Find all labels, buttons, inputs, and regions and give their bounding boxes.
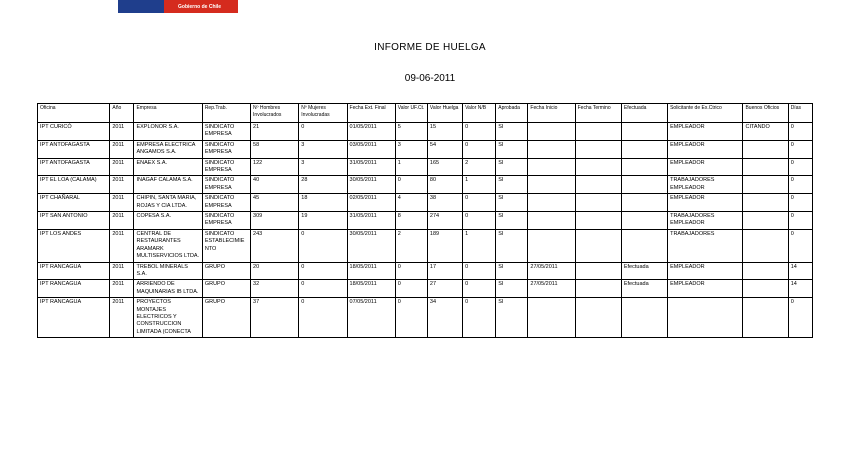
table-cell: 17 (427, 262, 462, 280)
table-cell: CHIPIN, SANTA MARIA, ROJAS Y CIA LTDA. (134, 194, 202, 212)
table-cell: TRABAJADORES EMPLEADOR (668, 212, 743, 230)
table-cell: 2011 (110, 229, 134, 262)
table-cell (575, 176, 621, 194)
table-cell: 0 (299, 262, 347, 280)
table-cell: 1 (463, 176, 496, 194)
table-cell: SI (496, 262, 528, 280)
table-cell: EMPLEADOR (668, 140, 743, 158)
column-header: Año (110, 104, 134, 123)
column-header: Días (788, 104, 812, 123)
table-cell (528, 212, 575, 230)
column-header: Valor N/B (463, 104, 496, 123)
table-cell: 2011 (110, 262, 134, 280)
table-cell: 18/05/2011 (347, 262, 395, 280)
table-cell: 0 (788, 176, 812, 194)
report-title: INFORME DE HUELGA (374, 42, 486, 53)
table-cell: 274 (427, 212, 462, 230)
table-cell: 2 (463, 158, 496, 176)
table-cell (528, 123, 575, 141)
table-cell: GRUPO (202, 262, 250, 280)
table-cell: EMPRESA ELECTRICA ANGAMOS S.A. (134, 140, 202, 158)
table-cell (621, 140, 667, 158)
table-cell: SI (496, 158, 528, 176)
table-cell: 0 (299, 280, 347, 298)
table-cell: 21 (251, 123, 299, 141)
table-cell: 31/05/2011 (347, 212, 395, 230)
table-cell: 19 (299, 212, 347, 230)
table-cell: 32 (251, 280, 299, 298)
table-cell: 2 (395, 229, 427, 262)
table-row (38, 229, 813, 262)
table-row (38, 158, 813, 176)
table-cell: 0 (463, 140, 496, 158)
table-cell: 165 (427, 158, 462, 176)
table-cell: 07/05/2011 (347, 298, 395, 338)
table-cell: EMPLEADOR (668, 262, 743, 280)
table-cell: 01/05/2011 (347, 123, 395, 141)
table-cell: 2011 (110, 158, 134, 176)
table-cell: ENAEX S.A. (134, 158, 202, 176)
table-cell: 2011 (110, 298, 134, 338)
table-cell: 122 (251, 158, 299, 176)
table-cell: 1 (395, 158, 427, 176)
column-header: Fecha Ext. Final (347, 104, 395, 123)
table-cell (621, 158, 667, 176)
table-row (38, 194, 813, 212)
table-cell: 0 (788, 123, 812, 141)
table-cell: INAGAF CALAMA S.A. (134, 176, 202, 194)
table-cell: 0 (788, 140, 812, 158)
table-cell: 37 (251, 298, 299, 338)
column-header: Buenos Oficios (743, 104, 788, 123)
column-header: Oficina (38, 104, 110, 123)
column-header: Nº Mujeres Involucradas (299, 104, 347, 123)
table-cell (528, 194, 575, 212)
logo-text: Gobierno de Chile (178, 4, 222, 10)
table-cell: 2011 (110, 194, 134, 212)
column-header: Empresa (134, 104, 202, 123)
table-cell: 0 (463, 280, 496, 298)
table-cell: PROYECTOS MONTAJES ELECTRICOS Y CONSTRUCCION LIMITADA (CONECTA (134, 298, 202, 338)
report-date: 09-06-2011 (404, 73, 456, 84)
table-cell: 18/05/2011 (347, 280, 395, 298)
table-cell: IPT LOS ANDES (38, 229, 110, 262)
table-cell: 0 (395, 262, 427, 280)
table-cell: SI (496, 176, 528, 194)
column-header: Solicitante de Ex.Ctrico (668, 104, 743, 123)
table-cell: 0 (463, 298, 496, 338)
table-cell (575, 212, 621, 230)
table-cell (743, 176, 788, 194)
table-cell: SINDICATO EMPRESA (202, 212, 250, 230)
table-cell (575, 194, 621, 212)
table-cell: EMPLEADOR (668, 280, 743, 298)
table-cell: TRABAJADORES EMPLEADOR (668, 176, 743, 194)
table-cell: 30/05/2011 (347, 229, 395, 262)
table-row (38, 212, 813, 230)
table-cell (743, 140, 788, 158)
table-cell: 2011 (110, 123, 134, 141)
table-cell (575, 298, 621, 338)
gobierno-de-chile-logo (118, 0, 238, 13)
table-row (38, 123, 813, 141)
table-cell (743, 298, 788, 338)
table-cell (528, 158, 575, 176)
table-cell: IPT SAN ANTONIO (38, 212, 110, 230)
table-cell: EMPLEADOR (668, 158, 743, 176)
table-cell: 28 (299, 176, 347, 194)
table-cell: 2011 (110, 140, 134, 158)
table-cell (621, 298, 667, 338)
table-cell: EXPLONOR S.A. (134, 123, 202, 141)
column-header: Efectuada (621, 104, 667, 123)
table-cell: IPT RANCAGUA (38, 262, 110, 280)
table-cell: 45 (251, 194, 299, 212)
table-cell: SI (496, 123, 528, 141)
table-cell: 02/05/2011 (347, 194, 395, 212)
table-cell: 243 (251, 229, 299, 262)
table-cell: SINDICATO EMPRESA (202, 194, 250, 212)
table-cell: 2011 (110, 280, 134, 298)
table-cell: 4 (395, 194, 427, 212)
table-cell: 0 (299, 298, 347, 338)
table-cell (528, 229, 575, 262)
table-cell: 5 (395, 123, 427, 141)
table-cell: 20 (251, 262, 299, 280)
table-cell: CENTRAL DE RESTAURANTES ARAMARK MULTISERVICIOS LTDA. (134, 229, 202, 262)
table-cell: IPT EL LOA (CALAMA) (38, 176, 110, 194)
table-cell: 31/05/2011 (347, 158, 395, 176)
table-cell (621, 194, 667, 212)
table-cell: 0 (395, 176, 427, 194)
table-cell (621, 176, 667, 194)
table-cell: 0 (463, 262, 496, 280)
table-cell: 0 (463, 194, 496, 212)
table-cell (743, 194, 788, 212)
column-header: Rep.Trab. (202, 104, 250, 123)
table-cell (575, 262, 621, 280)
table-cell (621, 123, 667, 141)
table-cell: CITANDO (743, 123, 788, 141)
table-cell: 80 (427, 176, 462, 194)
table-cell: IPT ANTOFAGASTA (38, 158, 110, 176)
table-cell (528, 176, 575, 194)
table-cell (743, 158, 788, 176)
table-cell: 0 (299, 123, 347, 141)
table-cell (575, 229, 621, 262)
table-cell (575, 123, 621, 141)
table-cell: 0 (788, 298, 812, 338)
table-cell: 309 (251, 212, 299, 230)
table-cell: 54 (427, 140, 462, 158)
table-cell: 2011 (110, 176, 134, 194)
table-cell: 14 (788, 280, 812, 298)
table-cell: TRABAJADORES (668, 229, 743, 262)
table-cell: 38 (427, 194, 462, 212)
strike-report-table (37, 103, 813, 338)
column-header: Nº Hombres Involucrados (251, 104, 299, 123)
table-cell (575, 280, 621, 298)
table-cell: IPT CHAÑARAL (38, 194, 110, 212)
table-cell: Efectuada (621, 262, 667, 280)
column-header: Fecha Inicio (528, 104, 575, 123)
column-header: Valor UF.Ct. (395, 104, 427, 123)
table-cell (528, 140, 575, 158)
table-cell: SI (496, 194, 528, 212)
table-cell: ARRIENDO DE MAQUINARIAS IB LTDA. (134, 280, 202, 298)
table-cell (575, 158, 621, 176)
table-cell: 0 (395, 298, 427, 338)
table-cell: 15 (427, 123, 462, 141)
table-cell (743, 262, 788, 280)
table-cell (621, 229, 667, 262)
table-cell (621, 212, 667, 230)
table-cell: 0 (463, 212, 496, 230)
table-cell: SI (496, 229, 528, 262)
table-cell: 58 (251, 140, 299, 158)
table-row (38, 140, 813, 158)
table-cell: 18 (299, 194, 347, 212)
table-cell: 0 (463, 123, 496, 141)
table-cell: SI (496, 298, 528, 338)
table-cell: 27/05/2011 (528, 280, 575, 298)
table-cell (743, 229, 788, 262)
table-header-row (38, 104, 813, 123)
table-cell: IPT ANTOFAGASTA (38, 140, 110, 158)
table-cell: EMPLEADOR (668, 123, 743, 141)
column-header: Aprobada (496, 104, 528, 123)
table-cell (743, 212, 788, 230)
table-cell: 0 (788, 158, 812, 176)
table-cell: TREBOL MINERALS S.A. (134, 262, 202, 280)
table-cell: SI (496, 140, 528, 158)
table-cell: 3 (299, 140, 347, 158)
table-cell (743, 280, 788, 298)
table-cell: SINDICATO EMPRESA (202, 140, 250, 158)
table-cell: 0 (788, 194, 812, 212)
table-cell: 0 (395, 280, 427, 298)
table-row (38, 298, 813, 338)
table-cell: 34 (427, 298, 462, 338)
table-cell: GRUPO (202, 280, 250, 298)
table-cell: 14 (788, 262, 812, 280)
table-cell: SINDICATO EMPRESA (202, 123, 250, 141)
table-cell: 40 (251, 176, 299, 194)
table-cell (528, 298, 575, 338)
table-cell: GRUPO (202, 298, 250, 338)
table-cell: 3 (395, 140, 427, 158)
table-cell: EMPLEADOR (668, 194, 743, 212)
table-cell: 03/05/2011 (347, 140, 395, 158)
table-cell: 189 (427, 229, 462, 262)
table-cell: SINDICATO EMPRESA (202, 158, 250, 176)
table-body (38, 123, 813, 338)
table-cell: Efectuada (621, 280, 667, 298)
table-cell (575, 140, 621, 158)
table-cell: 0 (788, 229, 812, 262)
table-row (38, 262, 813, 280)
table-row (38, 176, 813, 194)
table-cell: IPT RANCAGUA (38, 298, 110, 338)
logo-blue-block (118, 0, 164, 13)
table-cell: SI (496, 280, 528, 298)
table-cell: SINDICATO EMPRESA (202, 176, 250, 194)
table-cell: IPT RANCAGUA (38, 280, 110, 298)
table-cell (668, 298, 743, 338)
column-header: Fecha Termino (575, 104, 621, 123)
column-header: Valor Huelga (427, 104, 462, 123)
table-cell: 27 (427, 280, 462, 298)
table-cell: 27/05/2011 (528, 262, 575, 280)
table-row (38, 280, 813, 298)
table-cell: 30/05/2011 (347, 176, 395, 194)
table-cell: 2011 (110, 212, 134, 230)
table-cell: SINDICATO ESTABLECIMIENTO (202, 229, 250, 262)
table-cell: 3 (299, 158, 347, 176)
table-cell: COPESA S.A. (134, 212, 202, 230)
table-cell: SI (496, 212, 528, 230)
table-cell: 0 (299, 229, 347, 262)
table-cell: 8 (395, 212, 427, 230)
table-cell: 1 (463, 229, 496, 262)
table-cell: IPT CURICÓ (38, 123, 110, 141)
table-cell: 0 (788, 212, 812, 230)
